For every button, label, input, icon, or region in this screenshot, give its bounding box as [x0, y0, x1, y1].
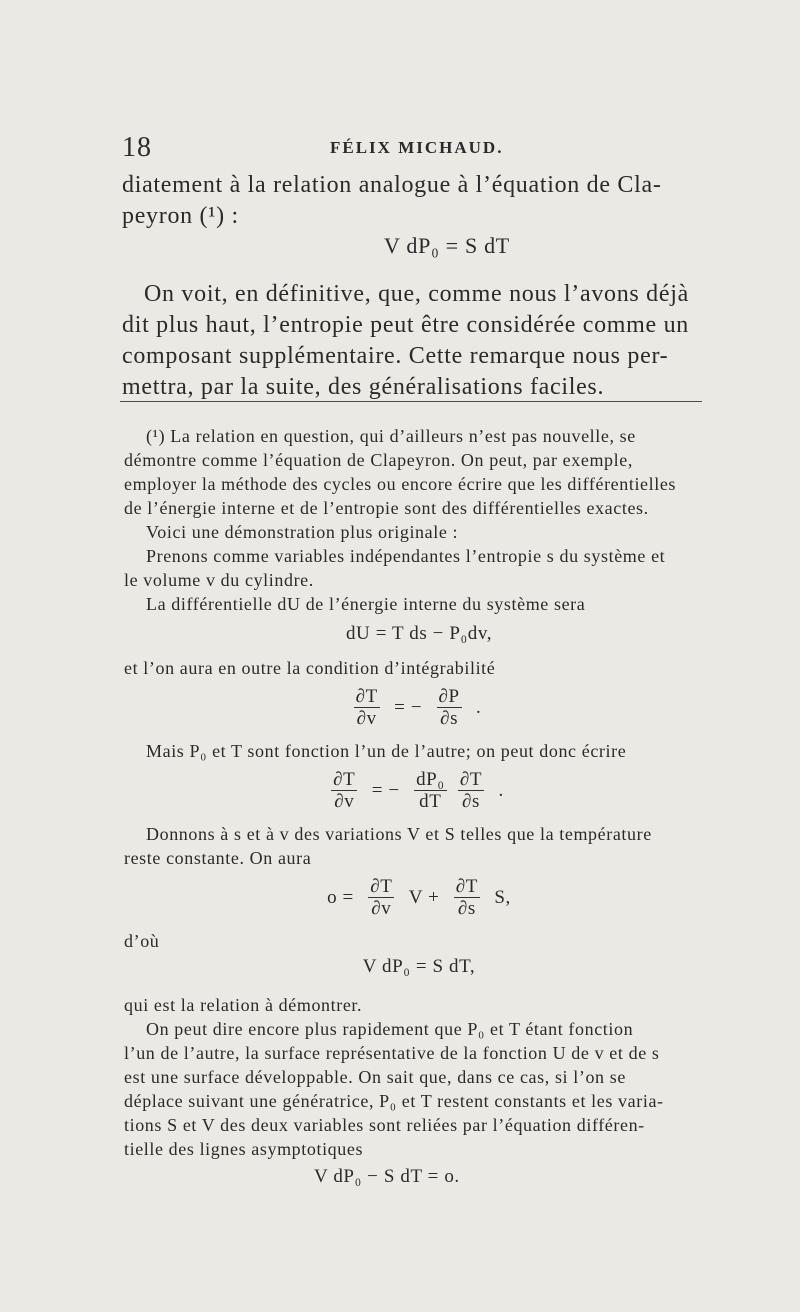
denominator: ∂v: [356, 708, 377, 729]
text-line: Prenons comme variables indépendantes l’entropie s du système et: [146, 546, 666, 566]
fraction: [354, 686, 380, 729]
denominator: dT: [419, 791, 442, 812]
text-line: déplace suivant une génératrice, P₀ et T restent constants et les varia-: [124, 1091, 664, 1111]
text-line: tielle des lignes asymptotiques: [124, 1139, 364, 1159]
text-line: le volume v du cylindre.: [124, 570, 314, 590]
text-line: démontre comme l’équation de Clapeyron. On peut, par exemple,: [124, 450, 633, 470]
page-header: [118, 128, 678, 163]
punctuation: .: [476, 696, 482, 718]
text-line: mettra, par la suite, des généralisations faciles.: [122, 374, 605, 400]
footnote: [124, 424, 714, 1189]
operator: V +: [408, 886, 440, 908]
operator: o =: [327, 886, 354, 908]
denominator: ∂v: [334, 791, 355, 812]
fraction: [437, 686, 462, 729]
denominator: ∂s: [440, 708, 459, 729]
text-line: est une surface développable. On sait que, dans ce cas, si l’on se: [124, 1067, 626, 1087]
operator: S,: [494, 886, 511, 908]
footnote-paragraph: [124, 656, 714, 680]
footnote-paragraph: [124, 822, 714, 870]
footnote-paragraph: [124, 929, 714, 953]
running-title: FÉLIX MICHAUD.: [330, 138, 504, 157]
paragraph-2: [122, 279, 712, 403]
footnote-paragraph: [124, 520, 714, 544]
text-line: peyron (¹) :: [122, 203, 239, 229]
paragraph-1: [122, 170, 712, 261]
clapeyron-equation: V dP₀ = S dT: [384, 233, 510, 258]
text-line: (¹) La relation en question, qui d’ailleurs n’est pas nouvelle, se: [146, 426, 636, 446]
fraction: [368, 876, 394, 919]
text-line: l’un de l’autre, la surface représentative de la fonction U de v et de s: [124, 1043, 660, 1063]
chain-rule-equation: [124, 769, 714, 812]
text-line: d’où: [124, 931, 160, 951]
fraction: [454, 876, 480, 919]
text-line: On voit, en définitive, que, comme nous l’avons déjà: [144, 281, 689, 307]
numerator: ∂T: [455, 876, 478, 897]
energy-differential-equation: dU = T ds − P₀dv,: [345, 623, 493, 644]
text-line: On peut dire encore plus rapidement que P₀ et T étant fonction: [146, 1019, 634, 1039]
numerator: dP₀: [416, 769, 445, 790]
integrability-equation: [124, 686, 714, 729]
numerator: ∂T: [370, 876, 393, 897]
text-line: dit plus haut, l’entropie peut être considérée comme un: [122, 312, 689, 338]
text-line: tions S et V des deux variables sont reliées par l’équation différen-: [124, 1115, 645, 1135]
numerator: ∂P: [438, 686, 460, 707]
page-number: 18: [122, 132, 152, 163]
main-text: [122, 170, 712, 403]
fraction: [458, 769, 484, 812]
denominator: ∂v: [371, 898, 392, 919]
text-line: Donnons à s et à v des variations V et S telles que la température: [146, 824, 652, 844]
footnote-paragraph: [124, 544, 714, 592]
text-line: Voici une démonstration plus originale :: [146, 522, 459, 542]
fraction: [414, 769, 447, 812]
text-line: de l’énergie interne et de l’entropie sont des différentielles exactes.: [124, 498, 649, 518]
variation-equation: [124, 876, 714, 919]
text-line: Mais P₀ et T sont fonction l’un de l’autre; on peut donc écrire: [146, 741, 627, 761]
operator: = −: [371, 779, 400, 801]
text-line: employer la méthode des cycles ou encore écrire que les différentielles: [124, 474, 677, 494]
denominator: ∂s: [457, 898, 476, 919]
operator: = −: [394, 696, 423, 718]
numerator: ∂T: [333, 769, 356, 790]
asymptotic-lines-equation: V dP₀ − S dT = o.: [314, 1166, 460, 1187]
footnote-paragraph: [124, 1017, 714, 1161]
punctuation: .: [498, 779, 504, 801]
text-line: qui est la relation à démontrer.: [124, 995, 363, 1015]
numerator: ∂T: [459, 769, 483, 790]
footnote-paragraph: [124, 424, 714, 520]
numerator: ∂T: [355, 686, 378, 707]
text-line: La différentielle dU de l’énergie interne du système sera: [146, 594, 586, 614]
denominator: ∂s: [462, 791, 481, 812]
text-line: reste constante. On aura: [124, 848, 312, 868]
footnote-paragraph: [124, 739, 714, 763]
result-equation: V dP₀ = S dT,: [362, 956, 476, 977]
text-line: composant supplémentaire. Cette remarque nous per-: [122, 343, 669, 369]
fraction: [331, 769, 357, 812]
text-line: diatement à la relation analogue à l’équation de Cla-: [122, 172, 662, 198]
text-line: et l’on aura en outre la condition d’intégrabilité: [124, 658, 496, 678]
footnote-divider: [120, 401, 702, 402]
footnote-paragraph: [124, 592, 714, 616]
footnote-paragraph: [124, 993, 714, 1017]
